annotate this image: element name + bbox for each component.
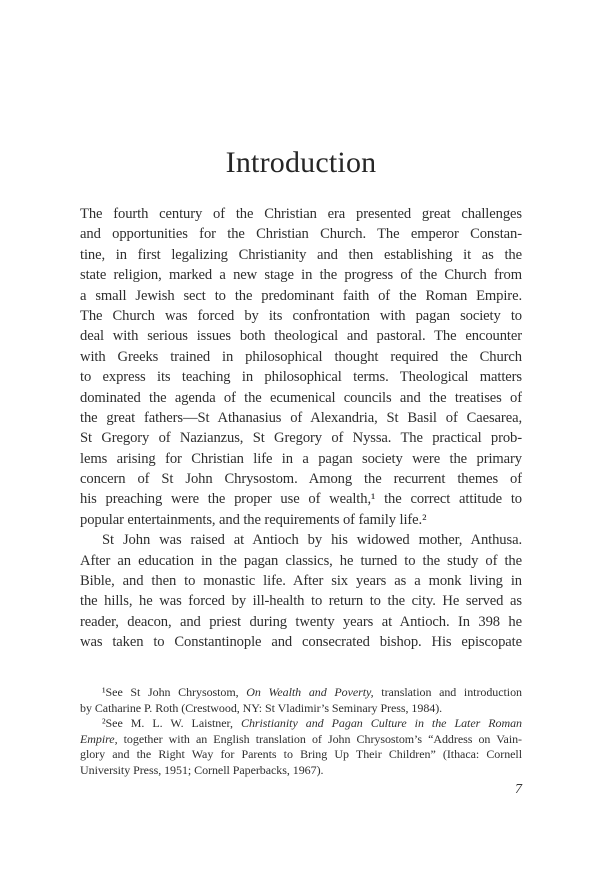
body-line: popular entertainments, and the requirements of family life.² bbox=[80, 511, 427, 528]
body-line: to express its teaching in philosophical terms. Theological matters bbox=[80, 369, 522, 386]
body-line: tine, in first legalizing Christianity and then establishing it as the bbox=[80, 246, 522, 263]
footnote-line: University Press, 1951; Cornell Paperbacks, 1967). bbox=[80, 762, 324, 777]
footnote-line: by Catharine P. Roth (Crestwood, NY: St Vladimir’s Seminary Press, 1984). bbox=[80, 700, 443, 715]
body-line: St Gregory of Nazianzus, St Gregory of Nyssa. The practical prob- bbox=[80, 430, 522, 447]
page-number: 7 bbox=[515, 782, 522, 797]
footnote-line: Empire, together with an English translation of John Chrysostom’s “Address on Vain- bbox=[80, 731, 522, 746]
body-line: lems arising for Christian life in a pagan society were the primary bbox=[80, 450, 522, 467]
body-line: the hills, he was forced by ill-health to return to the city. He served as bbox=[80, 593, 522, 610]
body-line: concern of St John Chrysostom. Among the recurrent themes of bbox=[80, 471, 522, 488]
body-line: After an education in the pagan classics, he turned to the study of the bbox=[80, 552, 522, 569]
body-line: a small Jewish sect to the predominant faith of the Roman Empire. bbox=[80, 287, 522, 304]
body-line: with Greeks trained in philosophical thought required the Church bbox=[80, 348, 522, 365]
footnote-line: ²See M. L. W. Laistner, Christianity and Pagan Culture in the Later Roman bbox=[102, 716, 522, 731]
body-line: St John was raised at Antioch by his widowed mother, Anthusa. bbox=[102, 532, 522, 549]
body-text bbox=[80, 204, 522, 653]
body-line: Bible, and then to monastic life. After six years as a monk living in bbox=[80, 573, 522, 590]
body-line: reader, deacon, and priest during twenty years at Antioch. In 398 he bbox=[80, 613, 522, 630]
body-line: The Church was forced by its confrontation with pagan society to bbox=[80, 307, 522, 324]
body-line: deal with serious issues both theological and pastoral. The encounter bbox=[80, 328, 522, 345]
footnotes bbox=[80, 685, 522, 779]
body-line: was taken to Constantinople and consecrated bishop. His episcopate bbox=[80, 634, 522, 651]
footnote-line: glory and the Right Way for Parents to Bring Up Their Children” (Ithaca: Cornell bbox=[80, 747, 522, 762]
chapter-title: Introduction bbox=[225, 146, 377, 179]
body-line: state religion, marked a new stage in the progress of the Church from bbox=[80, 267, 522, 284]
body-line: the great fathers—St Athanasius of Alexandria, St Basil of Caesarea, bbox=[80, 409, 522, 426]
body-line: and opportunities for the Christian Church. The emperor Constan- bbox=[80, 226, 522, 243]
body-line: dominated the agenda of the ecumenical councils and the treatises of bbox=[80, 389, 522, 406]
body-line: The fourth century of the Christian era presented great challenges bbox=[80, 206, 522, 222]
footnote-line: ¹See St John Chrysostom, On Wealth and Poverty, translation and introduction bbox=[102, 685, 522, 699]
body-line: his preaching were the proper use of wealth,¹ the correct attitude to bbox=[80, 491, 522, 508]
